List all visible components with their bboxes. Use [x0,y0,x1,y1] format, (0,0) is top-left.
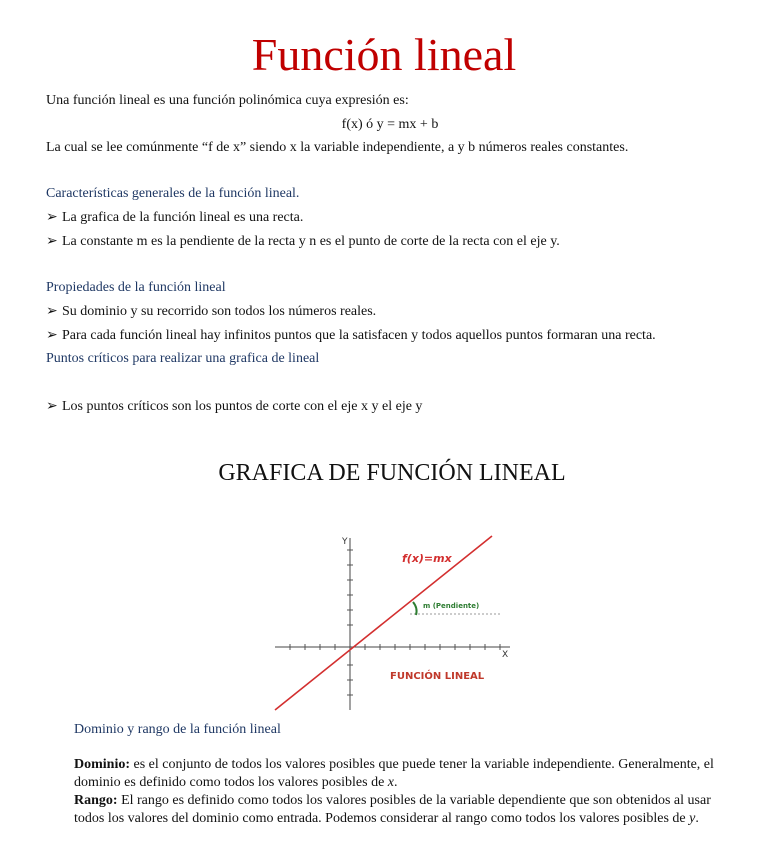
list-item: ➢ La grafica de la función lineal es una recta. [46,210,304,225]
intro-text: Una función lineal es una función polinómica cuya expresión es: [46,93,409,108]
function-line [275,536,492,710]
arrow-bullet-icon: ➢ [46,234,58,249]
heading-puntos: Puntos críticos para realizar una grafica de lineal [46,351,320,366]
heading-dominio-rango: Dominio y rango de la función lineal [74,722,281,737]
graph-title: GRAFICA DE FUNCIÓN LINEAL [218,460,566,486]
rango-term: Rango: [74,793,118,808]
arrow-bullet-icon: ➢ [46,210,58,225]
function-label: f(x)=mx [402,552,452,565]
slope-arc [413,602,417,615]
dominio-definition: Dominio: es el conjunto de todos los valores posibles que puede tener la variable independiente. Generalmente, el dominio es definido como todos los valores posibles de x. [74,757,714,790]
list-item: ➢ Para cada función lineal hay infinitos puntos que la satisfacen y todos aquellos puntos formaran una recta. [46,328,656,343]
list-item: ➢ Los puntos críticos son los puntos de corte con el eje x y el eje y [46,399,423,414]
list-item: ➢ Su dominio y su recorrido son todos los números reales. [46,304,377,319]
x-axis-label: X [502,650,509,660]
y-axis-label: Y [342,537,348,547]
list-item: ➢ La constante m es la pendiente de la recta y n es el punto de corte de la recta con el eje y. [46,234,560,249]
formula: f(x) ó y = mx + b [341,117,439,132]
dominio-term: Dominio: [74,757,130,772]
page-title: Función lineal [251,29,517,80]
slope-label: m (Pendiente) [423,602,480,610]
arrow-bullet-icon: ➢ [46,304,58,319]
rango-definition: Rango: El rango es definido como todos los valores posibles de la variable dependiente que son obtenidos al usar todos los valores del dominio como entrada. Podemos considerar al rango como todos los valores posibles de y. [74,793,711,826]
arrow-bullet-icon: ➢ [46,328,58,343]
linear-function-figure [270,530,520,715]
arrow-bullet-icon: ➢ [46,399,58,414]
figure-caption: FUNCIÓN LINEAL [390,671,485,682]
heading-propiedades: Propiedades de la función lineal [46,280,226,295]
heading-caracteristicas: Características generales de la función lineal. [46,186,300,201]
intro-reading: La cual se lee comúnmente “f de x” siendo x la variable independiente, a y b números reales constantes. [46,140,629,155]
